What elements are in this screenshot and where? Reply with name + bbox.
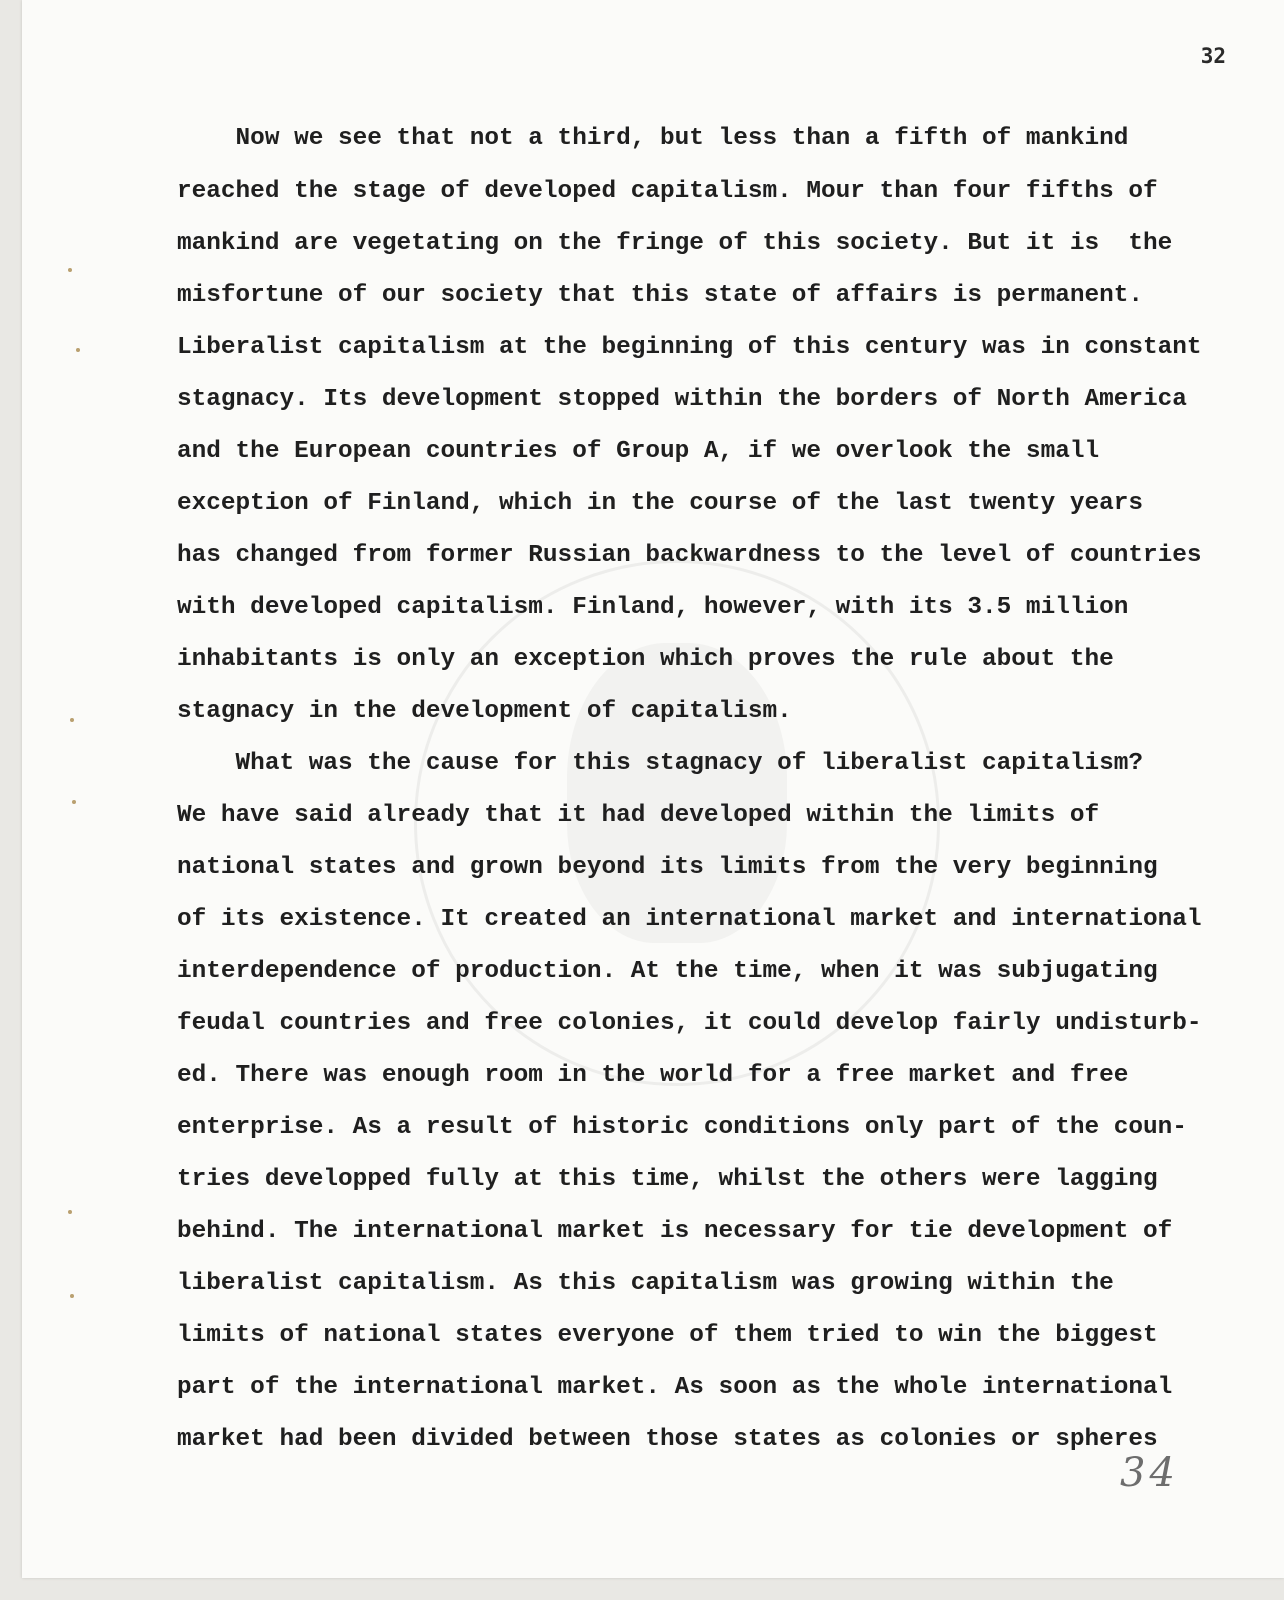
- text-line: enterprise. As a result of historic conditions only part of the coun-: [177, 1114, 1187, 1141]
- text-line: stagnacy in the development of capitalism.: [177, 698, 792, 725]
- text-line: part of the international market. As soon as the whole international: [177, 1374, 1173, 1401]
- margin-spot: [68, 268, 72, 272]
- text-line: behind. The international market is necessary for tie development of: [177, 1218, 1173, 1245]
- text-line: and the European countries of Group A, if we overlook the small: [177, 438, 1100, 465]
- text-line: feudal countries and free colonies, it could develop fairly undisturb-: [177, 1010, 1202, 1037]
- text-line: Liberalist capitalism at the beginning of this century was in constant: [177, 334, 1202, 361]
- page-number: 32: [1200, 44, 1226, 68]
- text-line: mankind are vegetating on the fringe of this society. But it is the: [177, 230, 1173, 257]
- text-line: tries developped fully at this time, whilst the others were lagging: [177, 1166, 1158, 1193]
- paper-sheet: [22, 0, 1284, 1578]
- margin-spot: [68, 1210, 72, 1214]
- handwritten-folio-number: 34: [1120, 1450, 1179, 1496]
- text-line: What was the cause for this stagnacy of liberalist capitalism?: [177, 750, 1144, 777]
- text-line: market had been divided between those states as colonies or spheres: [177, 1426, 1158, 1453]
- margin-spot: [70, 718, 74, 722]
- text-line: stagnacy. Its development stopped within the borders of North America: [177, 386, 1187, 413]
- text-line: liberalist capitalism. As this capitalism was growing within the: [177, 1270, 1114, 1297]
- margin-spot: [70, 1294, 74, 1298]
- text-line: has changed from former Russian backwardness to the level of countries: [177, 542, 1202, 569]
- text-line: We have said already that it had developed within the limits of: [177, 802, 1100, 829]
- text-line: reached the stage of developed capitalism. Mour than four fifths of: [177, 178, 1158, 205]
- text-line: Now we see that not a third, but less than a fifth of mankind: [177, 125, 1129, 152]
- text-line: inhabitants is only an exception which proves the rule about the: [177, 646, 1114, 673]
- text-line: exception of Finland, which in the course of the last twenty years: [177, 490, 1144, 517]
- margin-spot: [72, 800, 76, 804]
- margin-spot: [76, 348, 80, 352]
- text-line: interdependence of production. At the time, when it was subjugating: [177, 958, 1158, 985]
- text-line: ed. There was enough room in the world for a free market and free: [177, 1062, 1129, 1089]
- watermark-portrait: [567, 643, 787, 943]
- text-line: national states and grown beyond its limits from the very beginning: [177, 854, 1158, 881]
- text-line: limits of national states everyone of them tried to win the biggest: [177, 1322, 1158, 1349]
- text-line: misfortune of our society that this state of affairs is permanent.: [177, 282, 1144, 309]
- text-line: of its existence. It created an international market and international: [177, 906, 1202, 933]
- text-line: with developed capitalism. Finland, however, with its 3.5 million: [177, 594, 1129, 621]
